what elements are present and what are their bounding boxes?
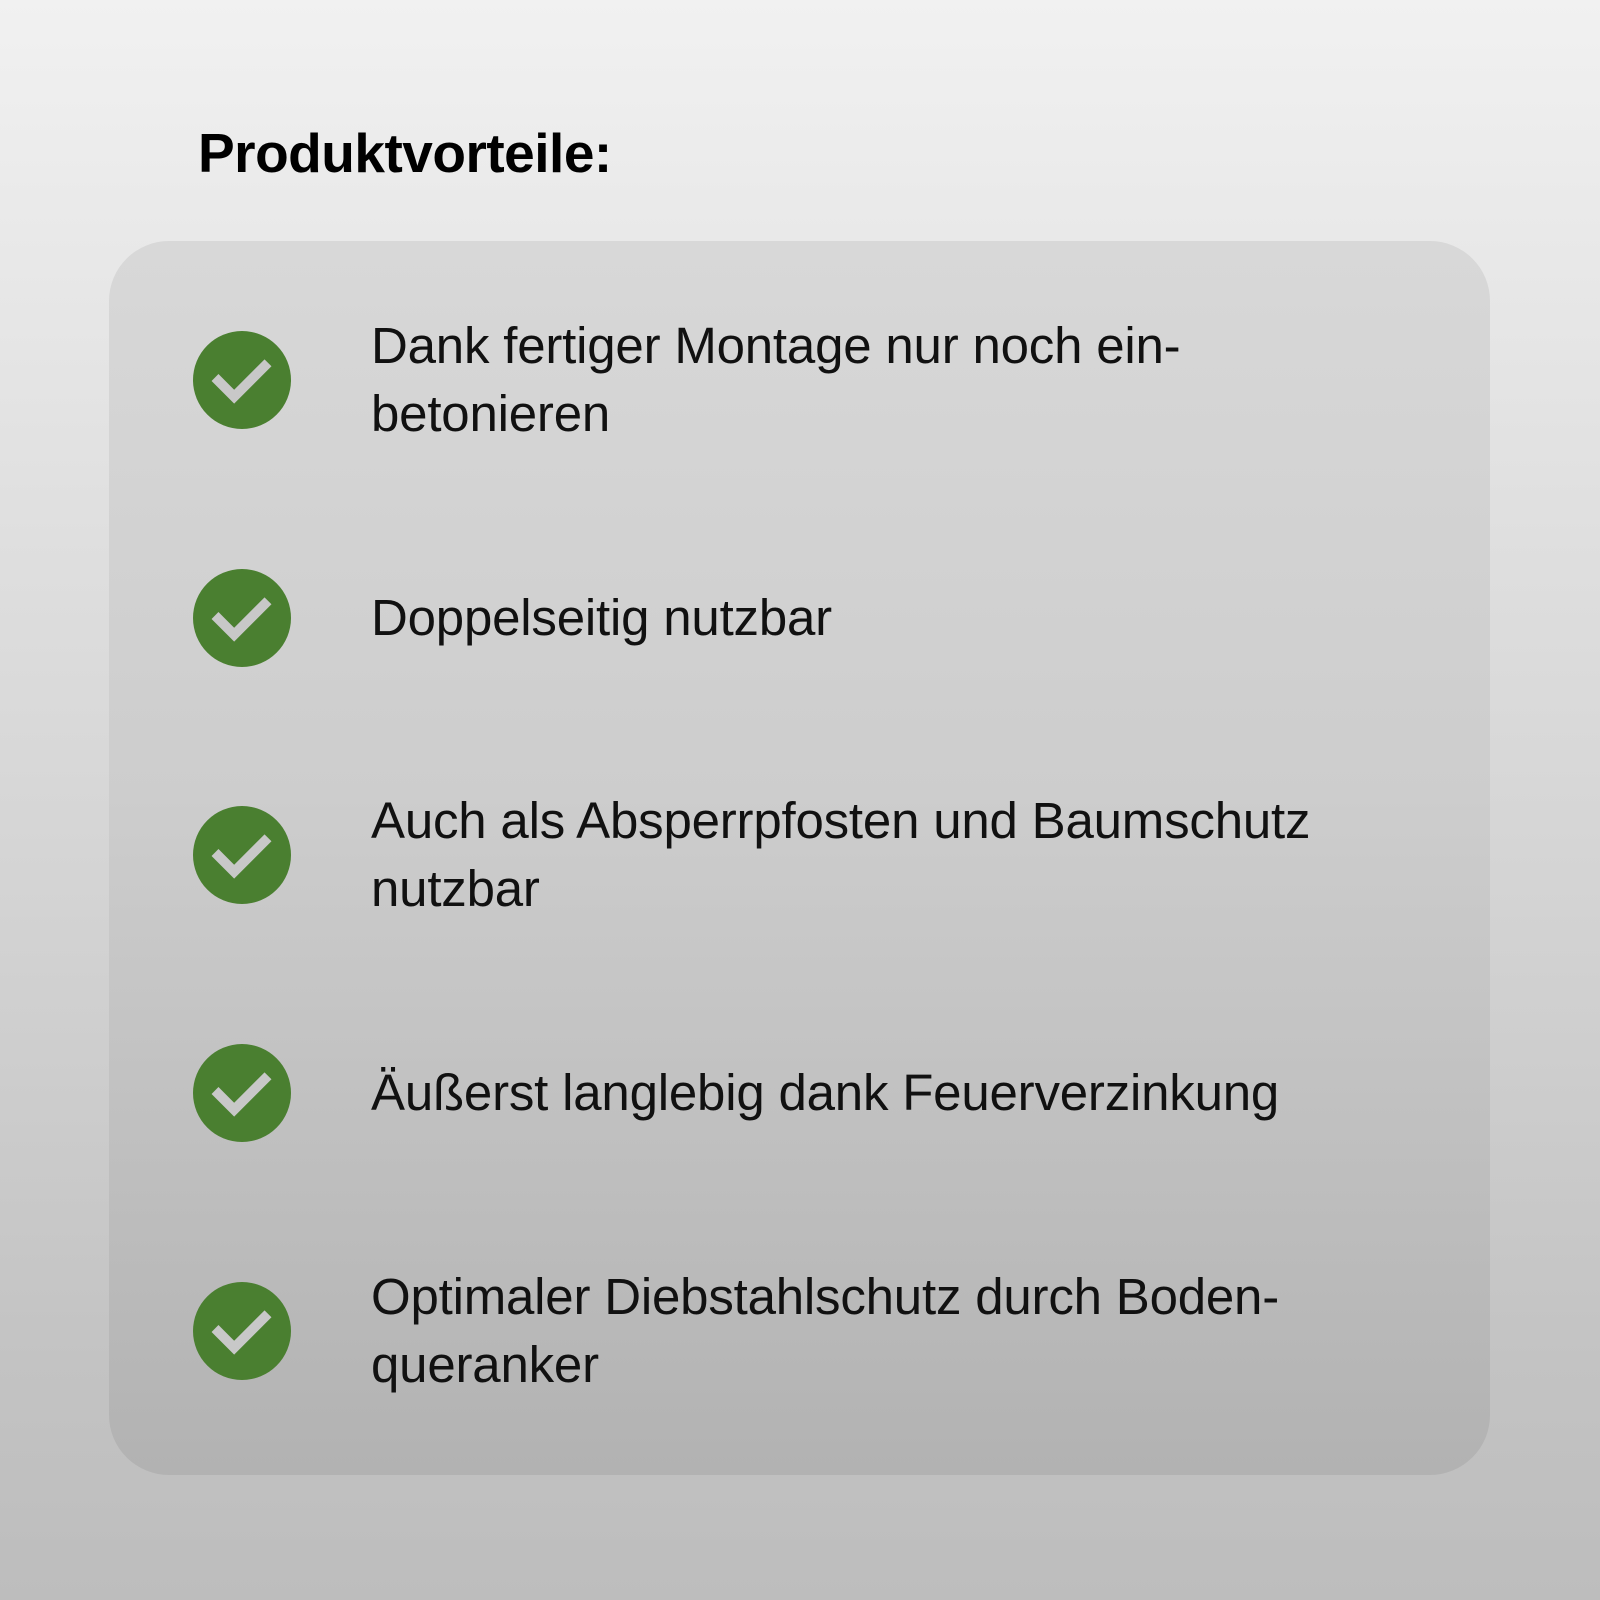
check-circle-icon (193, 1282, 291, 1380)
page-title: Produktvorteile: (198, 122, 612, 184)
benefit-text: Dank fertiger Montage nur noch ein- betonieren (371, 317, 1181, 442)
benefit-item (109, 1013, 1490, 1173)
check-circle-icon (193, 1044, 291, 1142)
benefit-item (109, 538, 1490, 698)
benefits-card (109, 241, 1490, 1475)
benefit-text: Doppelseitig nutzbar (371, 589, 832, 646)
benefit-item (109, 300, 1490, 460)
benefit-text: Auch als Absperrpfosten und Baumschutz nutzbar (371, 792, 1311, 917)
benefit-item (109, 775, 1490, 935)
benefit-item (109, 1251, 1490, 1411)
check-circle-icon (193, 331, 291, 429)
benefit-text: Äußerst langlebig dank Feuerverzinkung (371, 1064, 1280, 1121)
check-circle-icon (193, 569, 291, 667)
check-circle-icon (193, 806, 291, 904)
benefit-text: Optimaler Diebstahlschutz durch Boden- queranker (371, 1268, 1280, 1393)
